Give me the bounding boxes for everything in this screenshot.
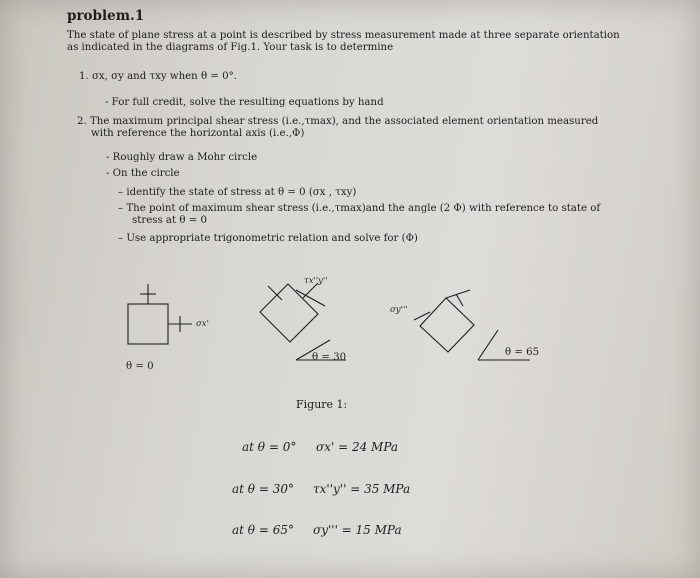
- element-theta-0-square: [128, 304, 168, 344]
- task-2-line-2: with reference the horizontal axis (i.e.,Φ): [91, 128, 305, 139]
- measurement-2-value: τx''y'' = 35 MPa: [313, 482, 411, 496]
- figure-caption: Figure 1:: [296, 398, 348, 411]
- label-sigma-y-tprime: σy''': [390, 305, 408, 315]
- element-theta-30-shear-arrow: [296, 290, 325, 306]
- label-theta-30: θ = 30: [312, 352, 347, 363]
- measurement-1-value: σx' = 24 MPa: [316, 440, 399, 454]
- element-theta-65-angle-line: [478, 330, 498, 360]
- label-theta-0: θ = 0: [126, 361, 154, 372]
- element-theta-65-square: [420, 298, 474, 352]
- page-title: problem.1: [67, 8, 145, 24]
- task-1-line: 1. σx, σy and τxy when θ = 0°.: [79, 71, 237, 82]
- task-1-bullet: - For full credit, solve the resulting equations by hand: [105, 97, 384, 108]
- intro-line-2: as indicated in the diagrams of Fig.1. Your task is to determine: [67, 42, 394, 53]
- task-2-sub-bullet-2: – The point of maximum shear stress (i.e.,τmax)and the angle (2 Φ) with reference to state of: [118, 203, 601, 214]
- element-theta-65-tick: [456, 294, 463, 306]
- task-2-bullet-1: - Roughly draw a Mohr circle: [106, 152, 258, 163]
- label-tau-xy-dprime: τx''y'': [304, 276, 328, 286]
- measurement-1-angle: at θ = 0°: [242, 440, 297, 454]
- element-theta-65-arrow: [414, 312, 430, 320]
- intro-line-1: The state of plane stress at a point is described by stress measurement made at three separate orientation: [67, 30, 620, 41]
- task-2-line-1: 2. The maximum principal shear stress (i.e.,τmax), and the associated element orientation measured: [77, 116, 599, 127]
- measurement-3-value: σy''' = 15 MPa: [313, 523, 402, 537]
- element-theta-30-square: [260, 284, 318, 342]
- label-theta-65: θ = 65: [505, 347, 540, 358]
- task-2-sub-bullet-3: – Use appropriate trigonometric relation and solve for (Φ): [118, 233, 418, 244]
- task-2-bullet-2: - On the circle: [106, 168, 180, 179]
- measurement-2-angle: at θ = 30°: [232, 482, 294, 496]
- measurement-3-angle: at θ = 65°: [232, 523, 294, 537]
- element-theta-30-tick: [268, 286, 282, 300]
- task-2-sub-bullet-2-cont: stress at θ = 0: [132, 215, 207, 226]
- task-2-sub-bullet-1: – identify the state of stress at θ = 0 (σx , τxy): [118, 187, 357, 198]
- label-sigma-x-prime: σx': [196, 319, 209, 329]
